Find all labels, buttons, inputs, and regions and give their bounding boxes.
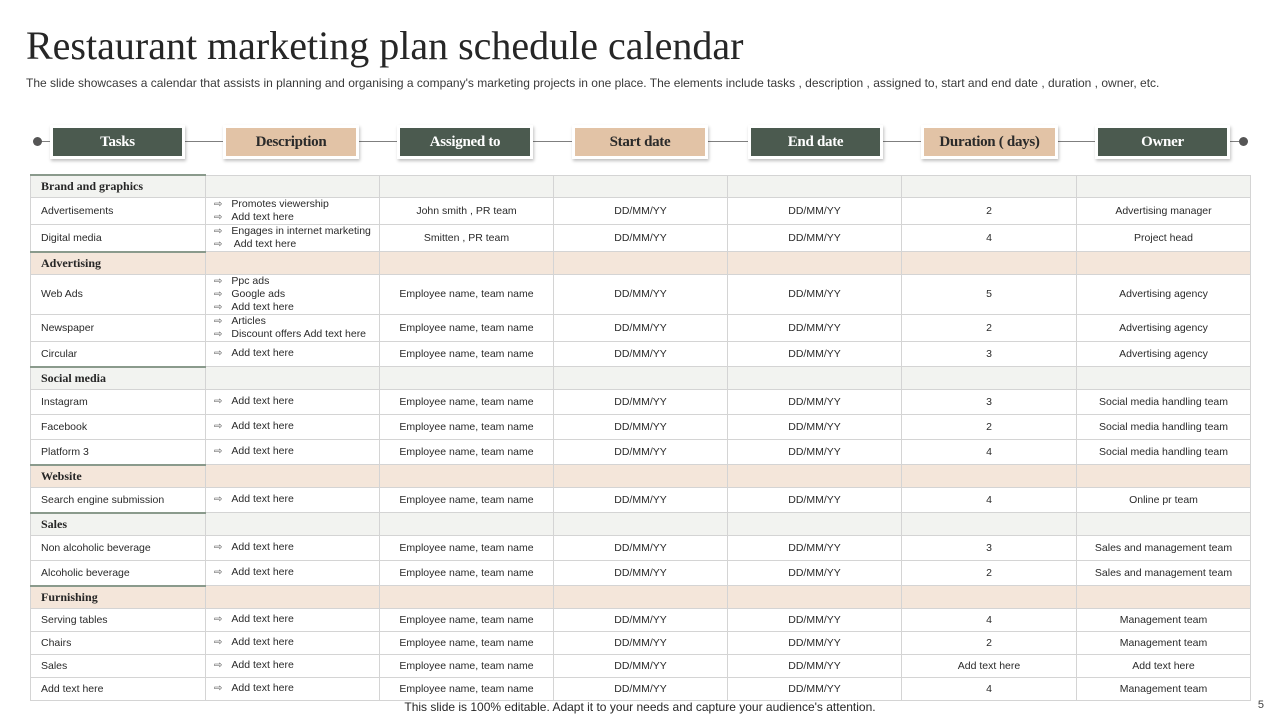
task-cell: Circular: [31, 341, 206, 367]
header-assigned-to: Assigned to: [397, 125, 533, 159]
duration-cell: 3: [902, 389, 1077, 414]
owner-cell: Advertising manager: [1077, 198, 1251, 225]
description-cell: [206, 654, 380, 677]
section-cell: [554, 513, 728, 536]
end-date-cell: DD/MM/YY: [728, 314, 902, 341]
table-row: [31, 414, 1251, 439]
table-row: [31, 654, 1251, 677]
duration-cell: 2: [902, 314, 1077, 341]
description-text: Ppc ads: [231, 274, 270, 287]
header-end-date: End date: [748, 125, 883, 159]
section-cell: [1077, 252, 1251, 275]
description-line: [214, 636, 375, 649]
start-date-cell: DD/MM/YY: [554, 389, 728, 414]
arrow-right-icon: ⇨: [214, 239, 223, 250]
end-date-cell: DD/MM/YY: [728, 677, 902, 700]
assigned-to-cell: Employee name, team name: [380, 341, 554, 367]
section-cell: [902, 252, 1077, 275]
description-cell: [206, 439, 380, 465]
task-cell: Sales: [31, 654, 206, 677]
table-row: [31, 439, 1251, 465]
end-date-cell: DD/MM/YY: [728, 535, 902, 560]
arrow-right-icon: ⇨: [214, 683, 223, 694]
end-date-cell: DD/MM/YY: [728, 341, 902, 367]
section-cell: [206, 513, 380, 536]
assigned-to-cell: Employee name, team name: [380, 274, 554, 314]
header-tasks: Tasks: [50, 125, 185, 159]
table-row: [31, 608, 1251, 631]
section-row: [31, 367, 1251, 390]
end-date-cell: DD/MM/YY: [728, 608, 902, 631]
end-date-cell: DD/MM/YY: [728, 654, 902, 677]
start-date-cell: DD/MM/YY: [554, 414, 728, 439]
description-line: [214, 315, 375, 328]
section-cell: [554, 465, 728, 488]
end-date-cell: DD/MM/YY: [728, 198, 902, 225]
owner-cell: Add text here: [1077, 654, 1251, 677]
task-cell: Instagram: [31, 389, 206, 414]
description-line: [214, 275, 375, 288]
assigned-to-cell: Employee name, team name: [380, 631, 554, 654]
owner-cell: Management team: [1077, 677, 1251, 700]
duration-cell: 3: [902, 535, 1077, 560]
table-row: [31, 535, 1251, 560]
assigned-to-cell: John smith , PR team: [380, 198, 554, 225]
description-line: [214, 288, 375, 301]
section-cell: [1077, 465, 1251, 488]
owner-cell: Management team: [1077, 631, 1251, 654]
arrow-right-icon: ⇨: [214, 348, 223, 360]
section-cell: [206, 465, 380, 488]
table-row: [31, 677, 1251, 700]
duration-cell: Add text here: [902, 654, 1077, 677]
description-text: Add text here: [231, 211, 294, 223]
description-text: Add text here: [231, 541, 294, 553]
section-cell: [206, 367, 380, 390]
description-line: [214, 301, 375, 314]
task-cell: Web Ads: [31, 274, 206, 314]
section-row: [31, 513, 1251, 536]
schedule-table: [30, 174, 1251, 701]
arrow-right-icon: ⇨: [214, 275, 223, 287]
table-row: [31, 631, 1251, 654]
start-date-cell: DD/MM/YY: [554, 677, 728, 700]
description-text: Articles: [231, 314, 266, 327]
arrow-right-icon: ⇨: [214, 396, 223, 407]
task-cell: Facebook: [31, 414, 206, 439]
section-cell: [902, 465, 1077, 488]
section-cell: [206, 252, 380, 275]
owner-cell: Advertising agency: [1077, 341, 1251, 367]
arrow-right-icon: ⇨: [214, 212, 223, 223]
description-cell: [206, 560, 380, 586]
description-text: Add text here: [231, 636, 294, 648]
description-cell: [206, 631, 380, 654]
arrow-right-icon: ⇨: [214, 328, 223, 340]
description-cell: [206, 414, 380, 439]
duration-cell: 4: [902, 608, 1077, 631]
arrow-right-icon: ⇨: [214, 614, 223, 625]
description-line: [214, 493, 375, 506]
description-text: Discount offers Add text here: [231, 327, 367, 340]
description-cell: [206, 198, 380, 225]
arrow-right-icon: ⇨: [214, 301, 223, 313]
start-date-cell: DD/MM/YY: [554, 654, 728, 677]
end-date-cell: DD/MM/YY: [728, 274, 902, 314]
description-cell: [206, 487, 380, 513]
start-date-cell: DD/MM/YY: [554, 535, 728, 560]
section-cell: [554, 367, 728, 390]
owner-cell: Advertising agency: [1077, 274, 1251, 314]
arrow-right-icon: ⇨: [214, 446, 223, 458]
start-date-cell: DD/MM/YY: [554, 487, 728, 513]
duration-cell: 2: [902, 198, 1077, 225]
description-text: Google ads: [231, 287, 286, 300]
description-text: Add text here: [231, 347, 294, 360]
description-text: Add text here: [231, 613, 294, 625]
section-row: [31, 252, 1251, 275]
task-cell: Serving tables: [31, 608, 206, 631]
section-cell: [1077, 175, 1251, 198]
description-line: [214, 682, 375, 695]
description-cell: [206, 535, 380, 560]
section-row: [31, 465, 1251, 488]
assigned-to-cell: Employee name, team name: [380, 654, 554, 677]
assigned-to-cell: Employee name, team name: [380, 314, 554, 341]
page-title: Restaurant marketing plan schedule calendar: [26, 23, 744, 68]
owner-cell: Sales and management team: [1077, 560, 1251, 586]
duration-cell: 2: [902, 414, 1077, 439]
table-row: [31, 389, 1251, 414]
header-owner: Owner: [1095, 125, 1230, 159]
owner-cell: Social media handling team: [1077, 414, 1251, 439]
task-cell: Non alcoholic beverage: [31, 535, 206, 560]
arrow-right-icon: ⇨: [214, 567, 223, 579]
header-line-end-dot: [1239, 137, 1248, 146]
section-cell: [380, 465, 554, 488]
owner-cell: Sales and management team: [1077, 535, 1251, 560]
task-cell: Chairs: [31, 631, 206, 654]
duration-cell: 4: [902, 487, 1077, 513]
owner-cell: Online pr team: [1077, 487, 1251, 513]
arrow-right-icon: ⇨: [214, 421, 223, 432]
owner-cell: Advertising agency: [1077, 314, 1251, 341]
section-cell: [380, 175, 554, 198]
table-row: [31, 198, 1251, 225]
start-date-cell: DD/MM/YY: [554, 274, 728, 314]
start-date-cell: DD/MM/YY: [554, 198, 728, 225]
start-date-cell: DD/MM/YY: [554, 608, 728, 631]
end-date-cell: DD/MM/YY: [728, 439, 902, 465]
table-row: [31, 487, 1251, 513]
description-cell: [206, 608, 380, 631]
description-text: Add text here: [231, 659, 294, 671]
description-text: Add text here: [231, 445, 294, 458]
section-cell: [728, 175, 902, 198]
duration-cell: 2: [902, 631, 1077, 654]
duration-cell: 4: [902, 439, 1077, 465]
arrow-right-icon: ⇨: [214, 494, 223, 506]
section-cell: [1077, 586, 1251, 609]
section-cell: [1077, 367, 1251, 390]
section-cell: [902, 513, 1077, 536]
end-date-cell: DD/MM/YY: [728, 560, 902, 586]
description-cell: [206, 389, 380, 414]
header-line-start-dot: [33, 137, 42, 146]
table-row: [31, 225, 1251, 252]
arrow-right-icon: ⇨: [214, 288, 223, 300]
end-date-cell: DD/MM/YY: [728, 389, 902, 414]
section-row: [31, 175, 1251, 198]
description-line: [214, 238, 375, 251]
header-duration: Duration ( days): [921, 125, 1058, 159]
description-line: [214, 225, 375, 238]
section-cell: [728, 513, 902, 536]
arrow-right-icon: ⇨: [214, 660, 223, 671]
task-cell: Digital media: [31, 225, 206, 252]
task-cell: Add text here: [31, 677, 206, 700]
description-cell: [206, 677, 380, 700]
section-cell: [554, 175, 728, 198]
start-date-cell: DD/MM/YY: [554, 560, 728, 586]
section-cell: [380, 367, 554, 390]
description-text: Add text here: [231, 682, 294, 694]
description-line: [214, 566, 375, 579]
start-date-cell: DD/MM/YY: [554, 631, 728, 654]
description-cell: [206, 274, 380, 314]
section-name: Advertising: [31, 252, 206, 275]
owner-cell: Social media handling team: [1077, 389, 1251, 414]
section-cell: [206, 175, 380, 198]
description-text: Add text here: [231, 395, 294, 407]
section-cell: [902, 175, 1077, 198]
owner-cell: Management team: [1077, 608, 1251, 631]
description-line: [214, 198, 375, 211]
description-line: [214, 347, 375, 360]
description-cell: [206, 225, 380, 252]
start-date-cell: DD/MM/YY: [554, 341, 728, 367]
start-date-cell: DD/MM/YY: [554, 225, 728, 252]
description-text: Add text here: [231, 566, 294, 579]
arrow-right-icon: ⇨: [214, 637, 223, 648]
task-cell: Newspaper: [31, 314, 206, 341]
section-cell: [728, 367, 902, 390]
assigned-to-cell: Employee name, team name: [380, 560, 554, 586]
duration-cell: 4: [902, 225, 1077, 252]
arrow-right-icon: ⇨: [214, 315, 223, 327]
section-cell: [1077, 513, 1251, 536]
description-line: [214, 659, 375, 672]
section-cell: [728, 465, 902, 488]
task-cell: Alcoholic beverage: [31, 560, 206, 586]
section-cell: [902, 586, 1077, 609]
assigned-to-cell: Employee name, team name: [380, 535, 554, 560]
task-cell: Platform 3: [31, 439, 206, 465]
duration-cell: 4: [902, 677, 1077, 700]
assigned-to-cell: Employee name, team name: [380, 487, 554, 513]
description-text: Add text here: [231, 300, 294, 313]
section-name: Website: [31, 465, 206, 488]
assigned-to-cell: Employee name, team name: [380, 439, 554, 465]
end-date-cell: DD/MM/YY: [728, 631, 902, 654]
end-date-cell: DD/MM/YY: [728, 414, 902, 439]
section-name: Sales: [31, 513, 206, 536]
description-cell: [206, 341, 380, 367]
arrow-right-icon: ⇨: [214, 226, 223, 237]
owner-cell: Project head: [1077, 225, 1251, 252]
section-cell: [380, 586, 554, 609]
end-date-cell: DD/MM/YY: [728, 225, 902, 252]
description-text: Engages in internet marketing: [231, 225, 371, 237]
description-line: [214, 211, 375, 224]
section-name: Furnishing: [31, 586, 206, 609]
arrow-right-icon: ⇨: [214, 542, 223, 553]
page-subtitle: The slide showcases a calendar that assists in planning and organising a company's marketing projects in one place. The elements include tasks , description , assigned to, start and end date , duration , owner, etc.: [26, 76, 1160, 90]
owner-cell: Social media handling team: [1077, 439, 1251, 465]
description-text: Add text here: [231, 420, 294, 432]
section-cell: [728, 586, 902, 609]
assigned-to-cell: Employee name, team name: [380, 677, 554, 700]
header-start-date: Start date: [572, 125, 708, 159]
description-text: Add text here: [231, 493, 294, 506]
assigned-to-cell: Employee name, team name: [380, 608, 554, 631]
description-text: Promotes viewership: [231, 198, 329, 210]
description-line: [214, 395, 375, 408]
start-date-cell: DD/MM/YY: [554, 439, 728, 465]
section-cell: [728, 252, 902, 275]
section-cell: [380, 513, 554, 536]
description-text: Add text here: [231, 238, 297, 250]
end-date-cell: DD/MM/YY: [728, 487, 902, 513]
description-line: [214, 445, 375, 458]
table-row: [31, 314, 1251, 341]
page-number: 5: [1257, 699, 1264, 711]
start-date-cell: DD/MM/YY: [554, 314, 728, 341]
section-name: Brand and graphics: [31, 175, 206, 198]
table-row: [31, 560, 1251, 586]
table-row: [31, 274, 1251, 314]
description-line: [214, 420, 375, 433]
section-row: [31, 586, 1251, 609]
section-cell: [380, 252, 554, 275]
assigned-to-cell: Employee name, team name: [380, 389, 554, 414]
section-cell: [554, 586, 728, 609]
duration-cell: 2: [902, 560, 1077, 586]
section-name: Social media: [31, 367, 206, 390]
duration-cell: 5: [902, 274, 1077, 314]
section-cell: [206, 586, 380, 609]
duration-cell: 3: [902, 341, 1077, 367]
header-description: Description: [223, 125, 359, 159]
description-line: [214, 541, 375, 554]
footer-note: This slide is 100% editable. Adapt it to your needs and capture your audience's attention.: [404, 700, 876, 714]
table-row: [31, 341, 1251, 367]
arrow-right-icon: ⇨: [214, 199, 223, 210]
assigned-to-cell: Employee name, team name: [380, 414, 554, 439]
description-cell: [206, 314, 380, 341]
section-cell: [554, 252, 728, 275]
section-cell: [902, 367, 1077, 390]
assigned-to-cell: Smitten , PR team: [380, 225, 554, 252]
description-line: [214, 328, 375, 341]
task-cell: Advertisements: [31, 198, 206, 225]
task-cell: Search engine submission: [31, 487, 206, 513]
description-line: [214, 613, 375, 626]
